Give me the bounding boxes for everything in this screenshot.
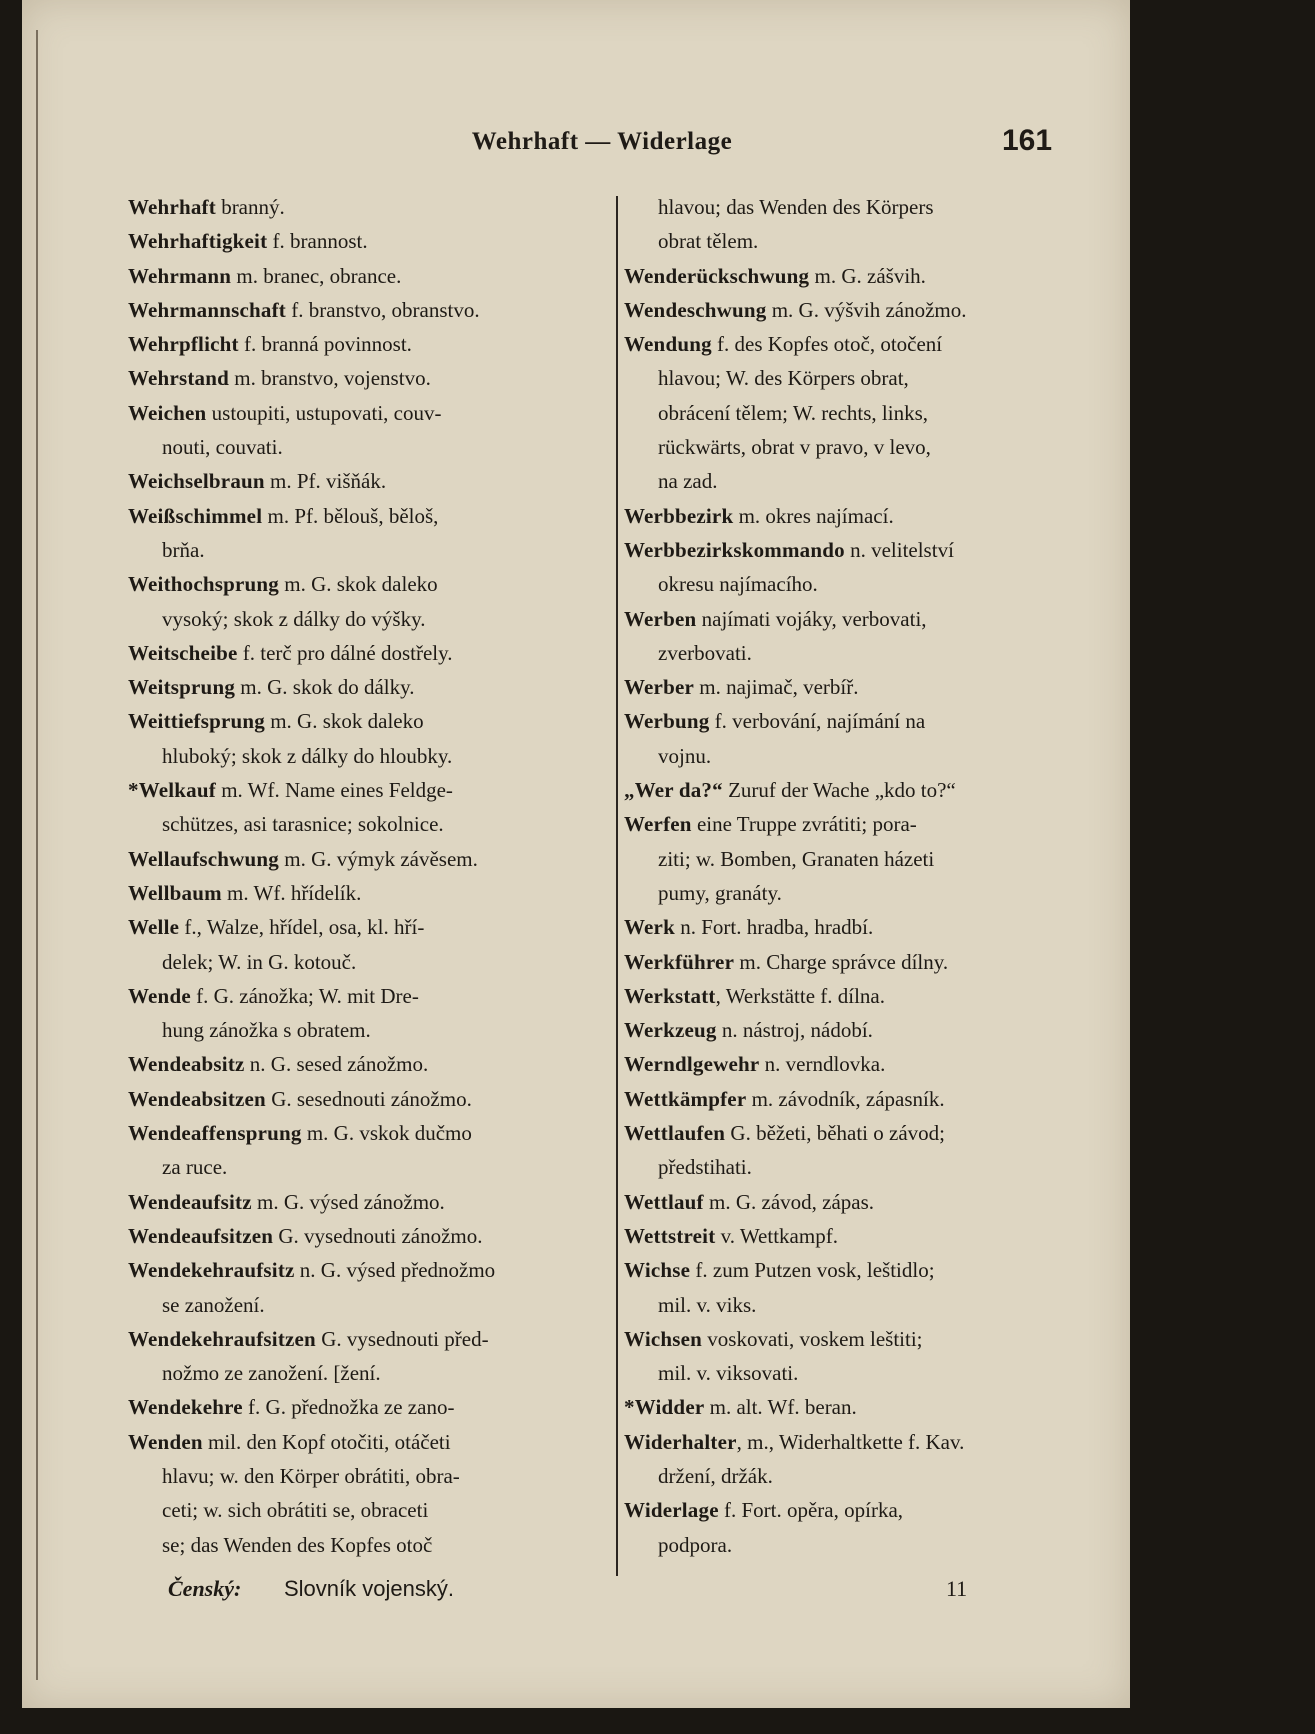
dictionary-entry [128,1185,616,1219]
entry-headword: Wettstreit [624,1223,716,1248]
entry-continuation: mil. v. viksovati. [658,1361,799,1386]
entry-definition: mil. den Kopf otočiti, otáčeti [202,1429,451,1454]
dictionary-entry [624,1253,1108,1322]
entry-first-line [128,469,386,493]
entry-continuation: ziti; w. Bomben, Granaten házeti [658,846,935,871]
entry-definition: m. Wf. Name eines Feldge- [215,778,453,803]
entry-headword: Widerlage [624,1498,719,1523]
entry-first-line [128,915,424,939]
entry-headword: Wettlaufen [624,1121,726,1146]
dictionary-entry [624,1116,1108,1185]
dictionary-entry [128,464,616,498]
entry-continuation: delek; W. in G. kotouč. [162,949,357,974]
entry-headword: Werben [624,606,697,631]
entry-headword: Widerhalter [624,1429,737,1454]
entry-first-line [128,778,453,802]
page-number: 161 [1002,124,1053,157]
entry-definition: m. branstvo, vojenstvo. [229,366,431,391]
entry-headword: *Welkauf [128,778,216,803]
entry-continuation: předstihati. [658,1155,752,1180]
dictionary-entry [128,636,616,670]
entry-headword: Werbung [624,709,710,734]
entry-definition: m. branec, obrance. [231,263,402,288]
dictionary-entry [128,499,616,568]
entry-continuation: nožmo ze zanožení. [žení. [162,1361,381,1386]
entry-definition: m. G. skok do dálky. [235,675,415,700]
entry-first-line [128,1121,472,1145]
entry-first-line [128,366,431,390]
dictionary-entry [128,1425,616,1494]
entry-continuation: hlavou; das Wenden des Körpers [658,195,934,219]
dictionary-entry [128,567,616,636]
entry-first-line [624,298,967,322]
entry-definition: n. verndlovka. [759,1052,886,1077]
entry-continuation: ceti; w. sich obrátiti se, obraceti [162,1498,429,1523]
entry-first-line [128,401,441,425]
dictionary-entry [624,979,1108,1013]
dictionary-entry [624,464,1108,498]
entry-definition: G. vysednouti před- [315,1326,489,1351]
entry-first-line [128,1430,451,1454]
entry-continuation: se; das Wenden des Kopfes otoč [162,1532,433,1557]
entry-first-line [128,1258,495,1282]
entry-definition: f. des Kopfes otoč, otočení [711,332,943,357]
entry-definition: f. zum Putzen vosk, leštidlo; [690,1258,935,1283]
entry-continuation: pumy, granáty. [658,880,782,905]
entry-first-line [128,195,285,219]
entry-headword: Wehrhaftigkeit [128,229,268,254]
entry-first-line [128,1087,472,1111]
entry-first-line [624,778,956,802]
entry-headword: Werber [624,675,695,700]
dictionary-entry [128,327,616,361]
entry-first-line [624,538,954,562]
entry-first-line [128,1395,454,1419]
entry-first-line [624,1087,945,1111]
entry-continuation: hung zánožka s obratem. [162,1018,371,1043]
entry-definition: f. G. zánožka; W. mit Dre- [190,983,419,1008]
entry-first-line [128,847,478,871]
dictionary-entry [624,430,1108,464]
dictionary-entry [128,293,616,327]
entry-definition: m. G. skok daleko [264,709,424,734]
entry-definition: Zuruf der Wache „kdo to?“ [722,778,956,803]
entry-definition: voskovati, voskem leštiti; [702,1326,923,1351]
entry-headword: Weitsprung [128,675,236,700]
entry-headword: Werbbezirk [624,503,734,528]
dictionary-entry [624,259,1108,293]
entry-first-line [624,915,873,939]
entry-headword: „Wer da?“ [624,778,723,803]
dictionary-entry [128,259,616,293]
entry-definition: ustoupiti, ustupovati, couv- [206,400,442,425]
entry-continuation: hlavu; w. den Körper obrátiti, obra- [162,1463,460,1488]
entry-definition: G. vysednouti zánožmo. [273,1223,483,1248]
dictionary-entry [128,224,616,258]
entry-definition: m. Pf. bělouš, běloš, [262,503,439,528]
entry-definition: m. G. závod, zápas. [703,1189,875,1214]
dictionary-entry [128,1253,616,1322]
dictionary-entry [128,361,616,395]
entry-definition: n. G. výsed přednožmo [294,1258,496,1283]
entry-headword: Wendeschwung [624,297,767,322]
page-spine-line [36,30,38,1680]
entry-continuation: brňa. [162,537,205,562]
entry-definition: G. běžeti, běhati o závod; [725,1121,945,1146]
entry-first-line [128,332,412,356]
dictionary-entry [624,1185,1108,1219]
entry-first-line [128,984,419,1008]
dictionary-entry [128,842,616,876]
entry-continuation: se zanožení. [162,1292,265,1317]
entry-definition: m. Wf. hřídelík. [221,880,362,905]
dictionary-entry [624,1219,1108,1253]
entry-first-line [624,264,926,288]
entry-headword: Wellbaum [128,880,222,905]
entry-definition: f. brannost. [267,229,368,254]
entry-first-line [624,504,894,528]
entry-definition: f. branstvo, obranstvo. [285,297,480,322]
entry-headword: Wehrstand [128,366,229,391]
entry-headword: Wendekehraufsitz [128,1258,295,1283]
entry-definition: eine Truppe zvrátiti; pora- [691,812,917,837]
entry-headword: Wendung [624,332,712,357]
footer-book-title: Slovník vojenský. [284,1576,454,1601]
entry-definition: branný. [215,195,285,219]
dictionary-entry [624,293,1108,327]
page-header [22,124,1130,168]
entry-first-line [128,229,368,253]
entry-first-line [624,1018,873,1042]
entry-headword: Wehrmann [128,263,232,288]
entry-headword: Werkführer [624,949,735,974]
entry-headword: Weithochsprung [128,572,279,597]
entry-first-line [624,1190,874,1214]
entry-headword: Werkzeug [624,1018,717,1043]
entry-definition: m. Pf. višňák. [264,469,387,494]
entry-first-line [624,1258,935,1282]
dictionary-entry [624,1493,1108,1562]
dictionary-entry [128,1493,616,1527]
dictionary-entry [128,979,616,1048]
entry-definition: f. verbování, najímání na [709,709,926,734]
entry-definition: m. G. zášvih. [809,263,926,288]
entry-first-line [624,1395,857,1419]
entry-headword: Wendeabsitz [128,1052,245,1077]
entry-continuation: schützes, asi tarasnice; sokolnice. [162,812,444,837]
footer-signature: 11 [946,1576,968,1601]
dictionary-entry [624,1390,1108,1424]
entry-first-line [624,332,942,356]
dictionary-entry [128,190,616,224]
entry-headword: Weitscheibe [128,640,238,665]
entry-first-line [624,1121,945,1145]
entry-first-line [128,641,453,665]
entry-headword: Wehrhaft [128,195,216,219]
entry-continuation: obrat tělem. [658,229,759,254]
right-column [624,190,1108,1562]
dictionary-entry [128,1082,616,1116]
entry-headword: Werkstatt [624,983,716,1008]
dictionary-entry [128,670,616,704]
entry-headword: Wellaufschwung [128,846,279,871]
dictionary-entry [128,1047,616,1081]
entry-first-line [128,1190,445,1214]
entry-continuation: zverbovati. [658,640,752,665]
entry-headword: Wettkämpfer [624,1086,747,1111]
entry-first-line [128,881,361,905]
dictionary-entry [624,499,1108,533]
dictionary-entry [624,396,1108,430]
dictionary-entry [624,773,1108,807]
entry-continuation: vojnu. [658,743,712,768]
entry-first-line [624,1327,923,1351]
entry-headword: Wichse [624,1258,691,1283]
entry-first-line [624,1498,903,1522]
dictionary-entry [128,1219,616,1253]
dictionary-entry [128,1116,616,1185]
entry-definition: m. okres najímací. [733,503,894,528]
dictionary-entry [624,1322,1108,1391]
dictionary-entry [624,224,1108,258]
entry-definition: m. závodník, zápasník. [746,1086,945,1111]
entry-headword: Wendekehre [128,1395,243,1420]
entry-continuation: rückwärts, obrat v pravo, v levo, [658,435,931,460]
entry-continuation: držení, držák. [658,1463,773,1488]
left-column [128,190,616,1562]
entry-definition: m. G. výmyk závěsem. [279,846,478,871]
entry-definition: f., Walze, hřídel, osa, kl. hří- [179,915,425,940]
entry-headword: Wenden [128,1429,203,1454]
dictionary-entry [624,190,1108,224]
entry-definition: f. Fort. opěra, opírka, [718,1498,904,1523]
entry-definition: m. najimač, verbíř. [694,675,859,700]
entry-first-line [624,675,858,699]
running-title: Wehrhaft — Widerlage [471,128,733,155]
dictionary-entry [624,1013,1108,1047]
entry-first-line [624,950,948,974]
entry-headword: Weißschimmel [128,503,263,528]
entry-headword: Wendeaufsitzen [128,1223,274,1248]
entry-first-line [128,298,480,322]
entry-definition: G. sesednouti zánožmo. [265,1086,472,1111]
entry-definition: f. G. přednožka ze zano- [242,1395,455,1420]
entry-headword: Wendeaufsitz [128,1189,252,1214]
entry-first-line [128,709,424,733]
entry-headword: *Widder [624,1395,705,1420]
entry-definition: m. G. výsed zánožmo. [251,1189,445,1214]
entry-headword: Wehrpflicht [128,332,239,357]
entry-continuation: hluboký; skok z dálky do hloubky. [162,743,453,768]
entry-definition: n. G. sesed zánožmo. [244,1052,429,1077]
entry-first-line [128,264,401,288]
entry-continuation: na zad. [658,469,718,494]
dictionary-entry [128,1322,616,1391]
dictionary-entry [624,876,1108,910]
entry-first-line [624,709,925,733]
dictionary-entry [128,1528,616,1562]
dictionary-entry [624,704,1108,773]
entry-headword: Wenderückschwung [624,263,810,288]
dictionary-page [22,0,1130,1708]
dictionary-entry [128,910,616,979]
entry-headword: Werk [624,915,675,940]
entry-definition: n. velitelství [844,537,954,562]
dictionary-entry [624,807,1108,876]
entry-headword: Wettlauf [624,1189,704,1214]
entry-first-line [624,984,885,1008]
entry-headword: Werbbezirkskommando [624,537,845,562]
entry-definition: , m., Widerhaltkette f. Kav. [736,1429,965,1454]
entry-continuation: hlavou; W. des Körpers obrat, [658,366,909,391]
dictionary-entry [128,773,616,842]
entry-headword: Weittiefsprung [128,709,265,734]
dictionary-entry [624,1082,1108,1116]
dictionary-entry [624,602,1108,671]
entry-headword: Wende [128,983,191,1008]
entry-first-line [624,812,917,836]
entry-definition: m. G. výšvih zánožmo. [766,297,967,322]
entry-headword: Werfen [624,812,692,837]
entry-headword: Wendeabsitzen [128,1086,266,1111]
entry-headword: Welle [128,915,180,940]
entry-continuation: mil. v. viks. [658,1292,757,1317]
dictionary-entry [624,327,1108,396]
column-divider [616,196,618,1576]
dictionary-entry [624,670,1108,704]
entry-definition: najímati vojáky, verbovati, [696,606,927,631]
entry-first-line [128,1224,483,1248]
dictionary-entry [128,876,616,910]
entry-definition: v. Wettkampf. [715,1223,838,1248]
dictionary-entry [624,945,1108,979]
entry-first-line [624,607,927,631]
entry-continuation: nouti, couvati. [162,435,283,460]
dictionary-entry [624,533,1108,602]
entry-continuation: vysoký; skok z dálky do výšky. [162,606,426,631]
dictionary-entry [128,1390,616,1424]
entry-continuation: za ruce. [162,1155,228,1180]
entry-headword: Werndlgewehr [624,1052,760,1077]
entry-definition: f. branná povinnost. [238,332,412,357]
entry-headword: Wichsen [624,1326,703,1351]
dictionary-entry [624,1047,1108,1081]
entry-continuation: podpora. [658,1532,733,1557]
entry-definition: n. Fort. hradba, hradbí. [674,915,874,940]
dictionary-entry [624,1425,1108,1494]
dictionary-entry [624,910,1108,944]
entry-headword: Weichen [128,400,207,425]
footer-author: Čenský: [168,1576,242,1601]
entry-definition: m. Charge správce dílny. [734,949,949,974]
entry-continuation: obrácení tělem; W. rechts, links, [658,400,929,425]
entry-continuation: okresu najímacího. [658,572,818,597]
dictionary-entry [128,396,616,465]
entry-headword: Wehrmannschaft [128,297,286,322]
entry-headword: Weichselbraun [128,469,265,494]
entry-first-line [128,504,438,528]
dictionary-entry [128,704,616,773]
entry-first-line [624,1224,838,1248]
entry-definition: m. G. skok daleko [279,572,438,597]
entry-definition: n. nástroj, nádobí. [716,1018,873,1043]
entry-headword: Wendeaffensprung [128,1121,302,1146]
entry-first-line [128,572,438,596]
entry-definition: m. alt. Wf. beran. [704,1395,857,1420]
entry-first-line [624,1430,964,1454]
entry-headword: Wendekehraufsitzen [128,1326,316,1351]
entry-first-line [128,1052,428,1076]
entry-first-line [128,1327,489,1351]
entry-definition: , Werkstätte f. dílna. [715,983,885,1008]
entry-definition: f. terč pro dálné dostřely. [237,640,453,665]
entry-definition: m. G. vskok dučmo [301,1121,472,1146]
entry-first-line [128,675,415,699]
entry-first-line [624,1052,885,1076]
